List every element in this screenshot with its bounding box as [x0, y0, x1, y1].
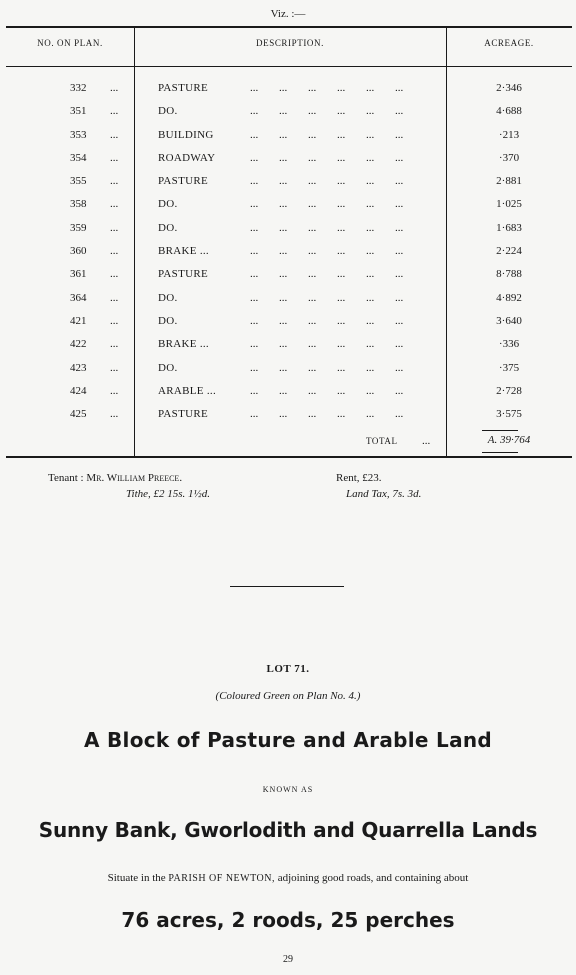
plan-note: (Coloured Green on Plan No. 4.)	[215, 690, 361, 702]
situate-before: Situate in the	[107, 872, 166, 884]
situate-after: adjoining good roads, and containing about	[277, 872, 469, 884]
table-bottom-rule	[6, 456, 572, 458]
row-description: DO.	[158, 361, 178, 374]
header-acreage: ACREAGE.	[484, 38, 534, 48]
plan-number: 358	[70, 198, 87, 211]
row-description: DO.	[158, 221, 178, 234]
plan-number: 359	[70, 221, 87, 234]
row-ellipsis: ...	[110, 105, 119, 118]
plan-number: 354	[70, 151, 87, 164]
row-leader-dots: ... ... ... ... ... ...	[250, 245, 404, 258]
situate-line	[0, 872, 576, 884]
row-leader-dots: ... ... ... ... ... ...	[250, 361, 404, 374]
table-row	[6, 105, 572, 128]
table-row	[6, 292, 572, 315]
row-description: PASTURE	[158, 268, 208, 281]
row-leader-dots: ... ... ... ... ... ...	[250, 314, 404, 327]
row-leader-dots: ... ... ... ... ... ...	[250, 105, 404, 118]
row-leader-dots: ... ... ... ... ... ...	[250, 268, 404, 281]
plan-number: 355	[70, 175, 87, 188]
row-acreage: 8·788	[496, 268, 522, 281]
total-value: A. 39·764	[487, 434, 531, 446]
lot-number: LOT 71.	[266, 663, 310, 675]
row-description: ROADWAY	[158, 151, 216, 164]
plan-number: 425	[70, 408, 87, 421]
tenant-label: Tenant :	[48, 472, 84, 484]
row-ellipsis: ...	[110, 151, 119, 164]
row-ellipsis: ...	[110, 291, 119, 304]
row-acreage: ·336	[498, 338, 520, 351]
plan-number: 364	[70, 291, 87, 304]
row-acreage: 3·640	[496, 314, 522, 327]
table-row	[6, 338, 572, 361]
row-description: PASTURE	[158, 175, 208, 188]
row-leader-dots: ... ... ... ... ... ...	[250, 221, 404, 234]
table-row	[6, 362, 572, 385]
table-top-rule	[6, 26, 572, 28]
row-leader-dots: ... ... ... ... ... ...	[250, 128, 404, 141]
section-separator	[230, 586, 344, 587]
row-leader-dots: ... ... ... ... ... ...	[250, 151, 404, 164]
row-ellipsis: ...	[110, 221, 119, 234]
plan-number: 361	[70, 268, 87, 281]
row-ellipsis: ...	[110, 338, 119, 351]
known-as-label: KNOWN AS	[262, 785, 314, 794]
situate-parish: PARISH OF NEWTON,	[168, 873, 275, 884]
row-acreage: 1·683	[496, 221, 522, 234]
row-acreage: 4·892	[496, 291, 522, 304]
table-row	[6, 152, 572, 175]
table-row	[6, 385, 572, 408]
plan-number: 332	[70, 82, 87, 94]
row-acreage: 2·346	[496, 82, 522, 94]
table-row	[6, 315, 572, 338]
row-ellipsis: ...	[110, 198, 119, 211]
row-ellipsis: ...	[110, 268, 119, 281]
plan-number: 422	[70, 338, 87, 351]
row-description: ARABLE ...	[158, 384, 216, 397]
row-ellipsis: ...	[110, 361, 119, 374]
row-acreage: 2·728	[496, 384, 522, 397]
row-leader-dots: ... ... ... ... ... ...	[250, 175, 404, 188]
plan-number: 424	[70, 384, 87, 397]
page-number: 29	[283, 954, 293, 965]
row-description: DO.	[158, 198, 178, 211]
plan-number: 423	[70, 361, 87, 374]
row-leader-dots: ... ... ... ... ... ...	[250, 198, 404, 211]
row-description: DO.	[158, 105, 178, 118]
row-acreage: ·375	[498, 361, 520, 374]
row-leader-dots: ... ... ... ... ... ...	[250, 384, 404, 397]
heading-lands: Sunny Bank, Gworlodith and Quarrella Lands	[38, 818, 538, 842]
plan-number: 360	[70, 245, 87, 258]
row-acreage: 2·224	[496, 245, 522, 258]
total-label: TOTAL	[366, 436, 398, 446]
total-over-rule	[482, 430, 518, 431]
row-ellipsis: ...	[110, 245, 119, 258]
table-row	[6, 198, 572, 221]
header-description: DESCRIPTION.	[256, 38, 324, 48]
row-description: BUILDING	[158, 128, 214, 141]
heading-area: 76 acres, 2 roods, 25 perches	[121, 908, 455, 932]
plan-number: 421	[70, 314, 87, 327]
row-ellipsis: ...	[110, 175, 119, 188]
row-description: DO.	[158, 291, 178, 304]
table-row	[6, 268, 572, 291]
row-acreage: ·213	[498, 128, 520, 141]
table-row	[6, 408, 572, 431]
header-no-on-plan: NO. ON PLAN.	[37, 38, 103, 48]
table-body	[6, 82, 572, 431]
row-ellipsis: ...	[110, 384, 119, 397]
table-row	[6, 82, 572, 105]
table-row	[6, 245, 572, 268]
row-ellipsis: ...	[110, 82, 119, 94]
row-ellipsis: ...	[110, 408, 119, 421]
tenant-line	[48, 472, 182, 484]
row-acreage: ·370	[498, 151, 520, 164]
row-acreage: 4·688	[496, 105, 522, 118]
row-leader-dots: ... ... ... ... ... ...	[250, 338, 404, 351]
row-description: DO.	[158, 314, 178, 327]
row-leader-dots: ... ... ... ... ... ...	[250, 408, 404, 421]
tithe-line: Tithe, £2 15s. 1½d.	[126, 488, 211, 500]
table-row	[6, 175, 572, 198]
plan-number: 351	[70, 105, 87, 118]
row-description: PASTURE	[158, 82, 208, 94]
table-row	[6, 222, 572, 245]
total-ellipsis: ...	[422, 435, 431, 447]
heading-block: A Block of Pasture and Arable Land	[83, 728, 493, 752]
table-row	[6, 129, 572, 152]
table-header-rule	[6, 66, 572, 67]
row-description: PASTURE	[158, 408, 208, 421]
row-ellipsis: ...	[110, 314, 119, 327]
tenant-name: Mr. William Preece.	[86, 472, 183, 484]
land-tax-line: Land Tax, 7s. 3d.	[346, 488, 422, 500]
row-acreage: 1·025	[496, 198, 522, 211]
row-ellipsis: ...	[110, 128, 119, 141]
row-leader-dots: ... ... ... ... ... ...	[250, 82, 404, 94]
plan-number: 353	[70, 128, 87, 141]
row-acreage: 2·881	[496, 175, 522, 188]
rent-line: Rent, £23.	[336, 472, 382, 484]
viz-label: Viz. :—	[270, 8, 306, 20]
row-description: BRAKE ...	[158, 338, 209, 351]
row-description: BRAKE ...	[158, 245, 209, 258]
acreage-table	[6, 26, 572, 460]
row-acreage: 3·575	[496, 408, 522, 421]
total-under-rule	[482, 452, 518, 453]
row-leader-dots: ... ... ... ... ... ...	[250, 291, 404, 304]
